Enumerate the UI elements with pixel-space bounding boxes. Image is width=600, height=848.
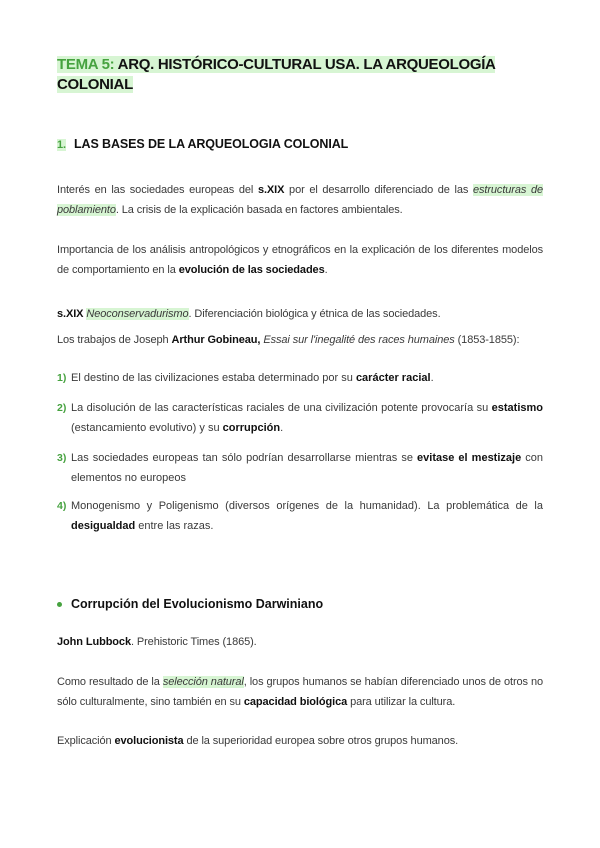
bold-text: corrupción [222,422,281,434]
text-run: para utilizar la cultura. [347,696,456,708]
italic-text: Essai sur l'inegalité des races humaines [263,334,455,346]
bold-text: John Lubbock [57,636,131,648]
text-run: (1853-1855): [454,334,520,346]
section-label: LAS BASES DE LA ARQUEOLOGIA COLONIAL [73,137,349,151]
text-run: Como resultado de la [57,676,163,688]
text-run: Importancia de los análisis antropológicos y etnográficos en la explicación de los diferentes modelos de comportamiento en la [57,244,543,276]
bold-text: evolución de las sociedades [178,264,325,276]
text-run: . [430,372,434,384]
section-heading-2 [57,597,543,611]
title-separator: : [109,56,115,73]
section-heading-1 [57,137,543,151]
paragraph-6 [57,672,543,712]
text-run: . Prehistoric Times (1865). [130,636,257,648]
bold-text: desigualdad [71,520,136,532]
text-run: de la superioridad europea sobre otros grupos humanos. [183,735,459,747]
bold-text: s.XIX [257,184,285,196]
text-run: , los grupos humanos se habían diferenciado unos de otros no sólo culturalmente, sino también en su [57,676,543,708]
text-run: El destino de las civilizaciones estaba determinado por su [71,372,356,384]
title-text: ARQ. HISTÓRICO-CULTURAL USA. LA ARQUEOLOGÍA COLONIAL [57,56,496,93]
text-run: La disolución de las características raciales de una civilización potente provocaría su [71,402,492,414]
text-run: Explicación [57,735,115,747]
text-run: . [280,422,284,434]
paragraph-2 [57,240,543,280]
text-run: . [324,264,328,276]
text-run: Monogenismo y Poligenismo (diversos orígenes de la humanidad). La problemática de la [71,500,543,512]
paragraph-1 [57,180,543,220]
bold-text: evolucionista [114,735,184,747]
page-title [57,55,543,95]
list-item [57,496,543,536]
text-run: entre las razas. [135,520,214,532]
bullet-icon [57,602,62,607]
text-run: . La crisis de la explicación basada en factores ambientales. [115,204,403,216]
bold-text: evitase el mestizaje [417,452,522,464]
bold-text: Arthur Gobineau, [171,334,261,346]
paragraph-3 [57,304,543,324]
list-number: 3) [57,452,67,464]
bold-text: capacidad biológica [243,696,348,708]
paragraph-7 [57,731,543,751]
list-number: 4) [57,500,67,512]
text-run: por el desarrollo diferenciado de las [284,184,473,196]
highlighted-text: estructuras de poblamiento [57,184,544,216]
text-run: Los trabajos de Joseph [57,334,172,346]
highlighted-text: Neoconservadurismo [86,308,189,320]
section-number: 1. [57,139,66,151]
text-run: Interés en las sociedades europeas del [57,184,258,196]
text-run: . Diferenciación biológica y étnica de las sociedades. [188,308,441,320]
title-prefix: TEMA 5 [57,56,110,73]
bold-text: carácter racial [355,372,431,384]
list-item [57,368,543,388]
paragraph-4 [57,330,543,350]
highlighted-text: selección natural [162,676,244,688]
text-run: con elementos no europeos [71,452,544,484]
paragraph-5 [57,632,543,652]
section-label: Corrupción del Evolucionismo Darwiniano [71,597,324,611]
text-run: Las sociedades europeas tan sólo podrían desarrollarse mientras se [71,452,418,464]
bold-text: estatismo [491,402,543,414]
text-run: (estancamiento evolutivo) y su [71,422,223,434]
bold-text: s.XIX [57,308,84,320]
list-item [57,448,543,488]
list-item [57,398,543,438]
list-number: 2) [57,402,67,414]
list-number: 1) [57,372,67,384]
